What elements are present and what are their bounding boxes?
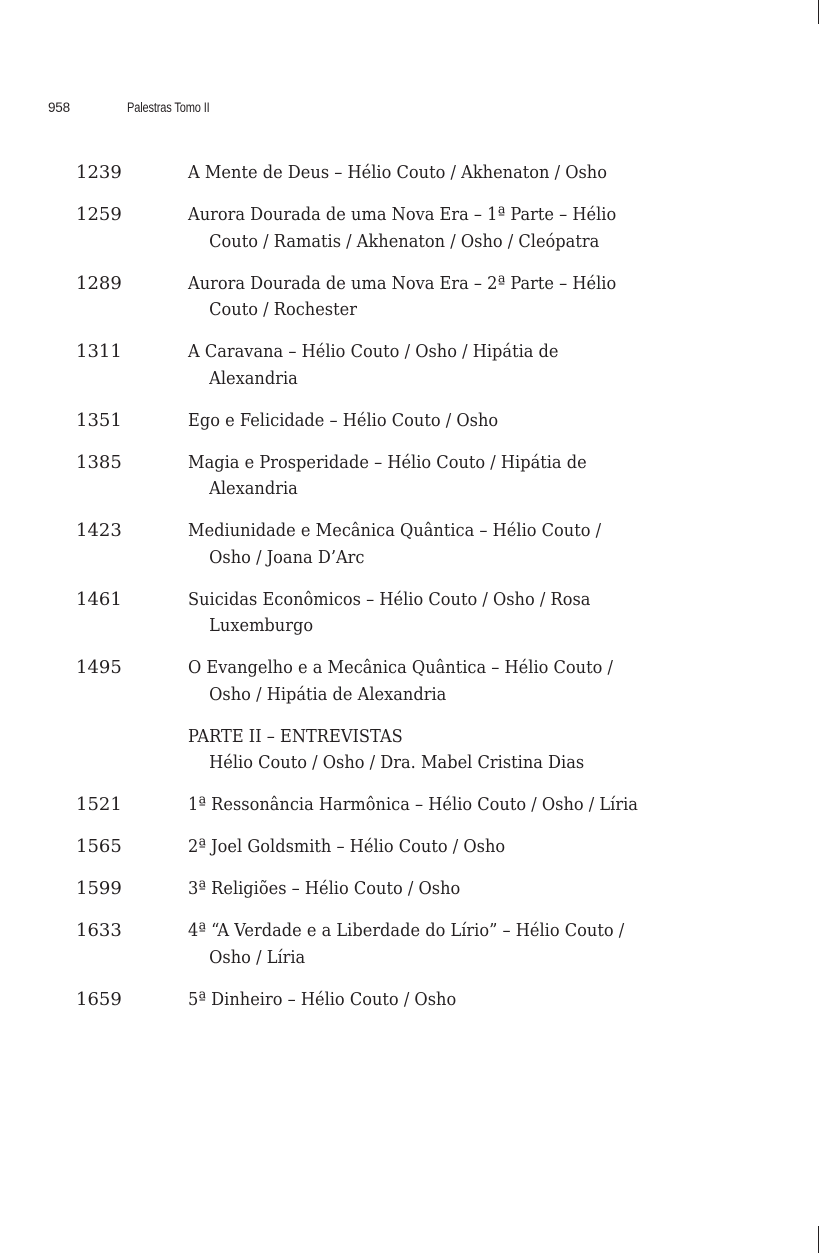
toc-title-line: Magia e Prosperidade – Hélio Couto / Hipátia de [188, 451, 587, 473]
toc-page-number: 1565 [76, 836, 122, 857]
toc-entry [0, 408, 823, 435]
toc-title-line: 5ª Dinheiro – Hélio Couto / Osho [188, 988, 457, 1010]
toc-page-number: 1351 [76, 409, 122, 431]
toc-page-number: 1311 [76, 341, 122, 362]
toc-title-line: Hélio Couto / Osho / Dra. Mabel Cristina Dias [209, 752, 585, 773]
toc-title-line: 4ª “A Verdade e a Liberdade do Lírio” – Hélio Couto / [188, 920, 625, 941]
toc-title-line: Couto / Rochester [209, 299, 357, 320]
toc-title-line: PARTE II – ENTREVISTAS [188, 725, 403, 747]
toc-title-line: Osho / Hipátia de Alexandria [209, 683, 447, 705]
crop-mark-bottom [818, 1226, 819, 1253]
toc-title [188, 724, 658, 777]
toc-title-line: Suicidas Econômicos – Hélio Couto / Osho / Rosa [188, 588, 591, 610]
toc-title [188, 655, 658, 708]
toc-title-line: A Caravana – Hélio Couto / Osho / Hipátia de [188, 341, 559, 362]
toc-entry [0, 792, 823, 819]
toc-entry [0, 587, 823, 640]
toc-title-line: Luxemburgo [209, 615, 314, 636]
toc-title-line: Osho / Líria [209, 946, 306, 968]
toc-title-line: Aurora Dourada de uma Nova Era – 1ª Parte – Hélio [188, 204, 617, 225]
toc-title [188, 876, 658, 903]
toc-page-number: 1385 [76, 451, 122, 473]
toc-entry [0, 987, 823, 1014]
toc-title-line: 1ª Ressonância Harmônica – Hélio Couto / Osho / Líria [188, 794, 638, 815]
toc-title [188, 834, 658, 861]
toc-title [188, 160, 658, 187]
toc-title [188, 918, 658, 971]
toc-title-line: Osho / Joana D’Arc [209, 546, 365, 568]
toc-section-heading [0, 724, 823, 777]
toc-entry [0, 918, 823, 971]
toc-title-line: A Mente de Deus – Hélio Couto / Akhenaton / Osho [188, 162, 607, 183]
toc-page-number: 1259 [76, 204, 122, 225]
toc-title-line: Ego e Felicidade – Hélio Couto / Osho [188, 409, 499, 431]
toc-page-number: 1495 [76, 657, 122, 678]
toc-title-line: Alexandria [209, 478, 298, 499]
toc-title-line: Alexandria [209, 367, 298, 389]
toc-title [188, 202, 658, 255]
toc-title-line: O Evangelho e a Mecânica Quântica – Hélio Couto / [188, 657, 613, 678]
toc-title [188, 587, 658, 640]
toc-title [188, 987, 658, 1014]
toc-title [188, 271, 658, 324]
table-of-contents [0, 160, 823, 1029]
toc-page-number: 1461 [76, 588, 122, 610]
toc-entry [0, 339, 823, 392]
toc-page-number: 1289 [76, 272, 122, 294]
toc-entry [0, 450, 823, 503]
toc-title-line: Aurora Dourada de uma Nova Era – 2ª Parte – Hélio [188, 272, 617, 294]
toc-entry [0, 518, 823, 571]
toc-entry [0, 271, 823, 324]
toc-page-number: 1239 [76, 162, 122, 183]
toc-page-number: 1423 [76, 520, 122, 541]
toc-title [188, 408, 658, 435]
toc-title-line: 3ª Religiões – Hélio Couto / Osho [188, 878, 461, 899]
toc-entry [0, 876, 823, 903]
crop-mark-top [818, 0, 819, 24]
toc-entry [0, 834, 823, 861]
toc-entry [0, 202, 823, 255]
toc-entry [0, 655, 823, 708]
toc-title [188, 518, 658, 571]
toc-title-line: Couto / Ramatis / Akhenaton / Osho / Cleópatra [209, 230, 600, 252]
page-number: 958 [48, 100, 70, 115]
book-title: Palestras Tomo II [127, 100, 210, 115]
toc-title-line: 2ª Joel Goldsmith – Hélio Couto / Osho [188, 836, 506, 857]
toc-page-number: 1599 [76, 878, 122, 899]
toc-entry [0, 160, 823, 187]
toc-title [188, 450, 658, 503]
toc-title [188, 792, 658, 819]
running-head [0, 100, 823, 120]
toc-page-number: 1633 [76, 920, 122, 941]
toc-title-line: Mediunidade e Mecânica Quântica – Hélio Couto / [188, 520, 602, 541]
toc-title [188, 339, 658, 392]
toc-page-number: 1659 [76, 988, 122, 1010]
toc-page-number: 1521 [76, 794, 122, 815]
